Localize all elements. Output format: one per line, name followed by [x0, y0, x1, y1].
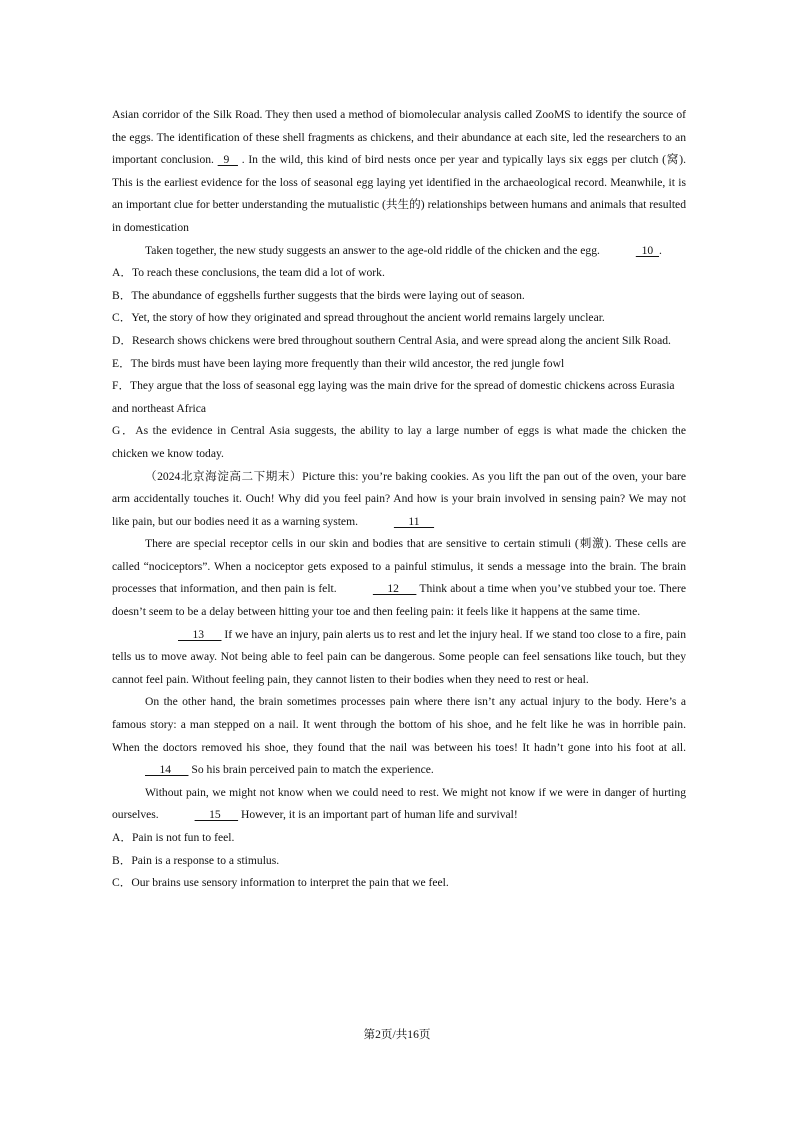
option-g: G．As the evidence in Central Asia suggests, the ability to lay a large number of eggs is what made the chicken the chicken we know today.	[112, 424, 686, 460]
option-f: F．They argue that the loss of seasonal egg laying was the main drive for the spread of domestic chickens across Eurasia and northeast Africa	[112, 379, 675, 415]
document-body	[112, 104, 686, 895]
option-a: A．To reach these conclusions, the team did a lot of work.	[112, 266, 385, 280]
passage2-p5-text-1: Without pain, we might not know when we could need to rest. We might not know if we were in danger of hurting ourselves.	[112, 785, 686, 822]
passage2-p4-text-1: On the other hand, the brain sometimes processes pain where there isn’t any actual injury to the body. Here’s a famous story: a man stepped on a nail. It went through the bottom of his shoe, and he felt like he was in horrible pain. When the doctors removed his shoe, they found that the nail was between his toes! It hadn’t gone into his foot at all.	[112, 695, 686, 754]
passage2-p3-text-1: If we have an injury, pain alerts us to rest and let the injury heal. If we stand too close to a fire, pain tells us to move away. Not being able to feel pain can be dangerous. Some people can feel sensations like touch, but they cannot feel pain. Without feeling pain, they cannot listen to their bodies when they need to rest or heal.	[112, 627, 686, 686]
passage2-p2-text-2: Think about a time when you’ve stubbed your toe. There doesn’t seem to be a delay between hitting your toe and then feeling pain: it feels like it happens at the same time.	[112, 582, 686, 619]
passage2-intro-paragraph	[112, 466, 686, 534]
option-d: D．Research shows chickens were bred throughout southern Central Asia, and were spread along the ancient Silk Road.	[112, 333, 671, 347]
option-c: C．Yet, the story of how they originated and spread throughout the ancient world remains largely unclear.	[112, 311, 605, 325]
option-c-passage2: C．Our brains use sensory information to interpret the pain that we feel.	[112, 876, 449, 890]
passage1-p2-text-2: .	[659, 243, 662, 257]
blank-10[interactable]: 10	[635, 243, 660, 257]
blank-13[interactable]: 13	[178, 627, 222, 641]
passage2-p1-text-1: （2024北京海淀高二下期末）Picture this: you’re baking cookies. As you lift the pan out of the oven, your bare arm accidentally touches it. Ouch! Why did you feel pain? And how is your brain involved in sensing pain? We may not like pain, but our bodies need it as a warning system.	[112, 469, 686, 528]
passage1-p2-text-1: Taken together, the new study suggests an answer to the age-old riddle of the chicken and the egg.	[145, 243, 603, 257]
option-a-passage2: A．Pain is not fun to feel.	[112, 831, 235, 844]
passage2-injury-paragraph	[112, 624, 686, 692]
passage2-p5-text-2: However, it is an important part of human life and survival!	[238, 808, 518, 822]
page-footer	[0, 1026, 794, 1042]
passage2-nociceptors-paragraph	[112, 533, 686, 623]
passage2-closing-paragraph	[112, 782, 686, 827]
passage1-paragraph	[112, 104, 686, 240]
passage2-nail-story-paragraph	[112, 691, 686, 781]
blank-12[interactable]: 12	[372, 582, 417, 596]
passage1-p1-text-1: Asian corridor of the Silk Road. They then used a method of biomolecular analysis called ZooMS to identify the source of the eggs. The identification of these shell fragments as chickens, and their abundance at each site, led the researchers to an important conclusion.	[112, 108, 686, 167]
passage1-p1-text-2: . In the wild, this kind of bird nests once per year and typically lays six eggs per clutch (窝). This is the earliest evidence for the loss of seasonal egg laying yet identified in the archaeological record. Meanwhile, it is an important clue for better understanding the mutualistic (共生的) relationships between humans and animals that resulted in domestication	[112, 153, 686, 234]
blank-15[interactable]: 15	[194, 808, 239, 822]
passage2-p4-text-2: So his brain perceived pain to match the experience.	[188, 763, 434, 777]
blank-14[interactable]: 14	[145, 763, 189, 777]
passage1-conclusion-paragraph	[112, 240, 686, 263]
blank-11[interactable]: 11	[393, 514, 435, 528]
option-b-passage2: B．Pain is a response to a stimulus.	[112, 853, 280, 867]
passage2-p2-text-1: There are special receptor cells in our skin and bodies that are sensitive to certain stimuli (刺激). These cells are called “nociceptors”. When a nociceptor gets exposed to a painful stimulus, it sends a message into the brain. The brain processes that information, and then pain is felt.	[112, 537, 686, 596]
option-e: E．The birds must have been laying more frequently than their wild ancestor, the red jungle fowl	[112, 356, 565, 370]
blank-9[interactable]: 9	[217, 153, 238, 167]
page-number: 第2页/共16页	[363, 1028, 431, 1041]
option-b: B．The abundance of eggshells further suggests that the birds were laying out of season.	[112, 288, 525, 302]
